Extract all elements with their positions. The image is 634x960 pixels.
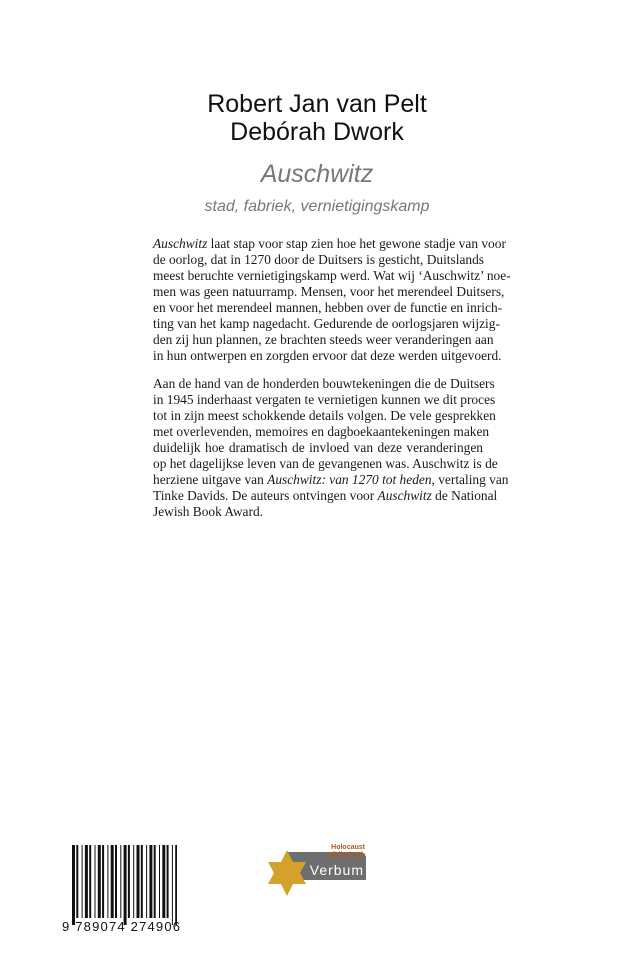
text-line [153, 440, 483, 456]
text-line [153, 268, 511, 284]
italic-text: Auschwitz [153, 236, 208, 251]
text: tot in zijn meest schokkende details volgen. De vele gesprekken [153, 408, 496, 423]
barcode-bar [167, 845, 169, 918]
text: Tinke Davids. De auteurs ontvingen voor [153, 488, 378, 503]
text: met overlevenden, memoires en dagboekaantekeningen maken [153, 424, 490, 439]
barcode-bar [128, 845, 130, 918]
text-line [153, 472, 509, 488]
text-line [153, 376, 495, 392]
text: den zij hun plannen, ze brachten steeds weer veranderingen aan [153, 332, 494, 347]
text-line [153, 424, 490, 440]
blurb-paragraph [153, 376, 509, 520]
blurb [153, 236, 511, 532]
italic-text: Auschwitz: van 1270 tot heden [267, 472, 432, 487]
text: de National [431, 488, 498, 503]
text-line [153, 332, 494, 348]
text: laat stap voor stap zien hoe het gewone stadje van voor [207, 236, 506, 251]
barcode-bar [149, 845, 152, 918]
isbn-number: 9 789074 274906 [62, 919, 182, 934]
barcode-bar [146, 845, 147, 918]
text-line [153, 316, 500, 332]
barcode-bar [137, 845, 140, 918]
barcode-bar [107, 845, 108, 918]
barcode-bar [82, 845, 83, 918]
text-line [153, 236, 506, 252]
barcode-bar [172, 845, 173, 925]
text-line [153, 408, 496, 424]
barcode-bar [141, 845, 143, 918]
publisher-logo [265, 842, 375, 900]
barcode-bar [111, 845, 114, 918]
text: herziene uitgave van [153, 472, 268, 487]
text: de oorlog, dat in 1270 door de Duitsers is gesticht, Duitslands [153, 252, 485, 267]
text: , vertaling van [431, 472, 509, 487]
text-line [153, 392, 496, 408]
book-subtitle: stad, fabriek, vernietigingskamp [204, 198, 430, 215]
book-title: Auschwitz [260, 160, 374, 188]
barcode-bar [102, 845, 104, 918]
barcode-bar [85, 845, 88, 918]
barcode-bar [124, 845, 127, 925]
barcode-bar [133, 845, 134, 918]
barcode-bar [154, 845, 156, 918]
barcode-bar [115, 845, 117, 918]
text: en voor het merendeel mannen, hebben over de functie en inrich- [153, 300, 503, 315]
barcode-bar [89, 845, 91, 918]
text-line [153, 504, 483, 520]
text: men was geen natuurramp. Mensen, voor het merendeel Duitsers, [153, 284, 505, 299]
text: Aan de hand van de honderden bouwtekeningen die de Duitsers [153, 376, 495, 391]
text-line [153, 252, 483, 268]
barcode-bar [95, 845, 96, 918]
text-line [153, 348, 502, 364]
author-1: Robert Jan van Pelt [207, 90, 427, 118]
italic-text: Auschwitz [377, 488, 432, 503]
blurb-paragraph [153, 236, 511, 364]
barcode-bar [175, 845, 177, 925]
barcode-bar [76, 845, 78, 918]
text: op het dagelijkse leven van de gevangenen was. Auschwitz is de [153, 456, 498, 471]
text: ting van het kamp nagedacht. Gedurende de oorlogsjaren wijzig- [153, 316, 500, 331]
logo-name: Verbum [309, 862, 364, 878]
text: in hun ontwerpen en zorgden ervoor dat deze werden uitgevoerd. [153, 348, 502, 363]
text: meest beruchte vernietigingskamp werd. Wat wij ‘Auschwitz’ noe- [153, 268, 511, 283]
text: duidelijk hoe dramatisch de invloed van deze veranderingen [153, 440, 483, 455]
barcode-bar [162, 845, 165, 918]
text-line [153, 284, 505, 300]
barcode-bar [98, 845, 101, 918]
barcode-bar [159, 845, 160, 918]
text-line [153, 488, 498, 504]
logo-series-2: Bibliotheek [327, 852, 365, 859]
text: in 1945 inderhaast vergaten te vernietigen kunnen we dit proces [153, 392, 496, 407]
text-line [153, 300, 503, 316]
barcode-bar [72, 845, 75, 925]
logo-series-1: Holocaust [331, 844, 365, 851]
barcode-bar [120, 845, 121, 918]
author-2: Debórah Dwork [230, 118, 404, 146]
barcode [72, 845, 177, 925]
text: Jewish Book Award. [153, 504, 263, 519]
text-line [153, 456, 498, 472]
